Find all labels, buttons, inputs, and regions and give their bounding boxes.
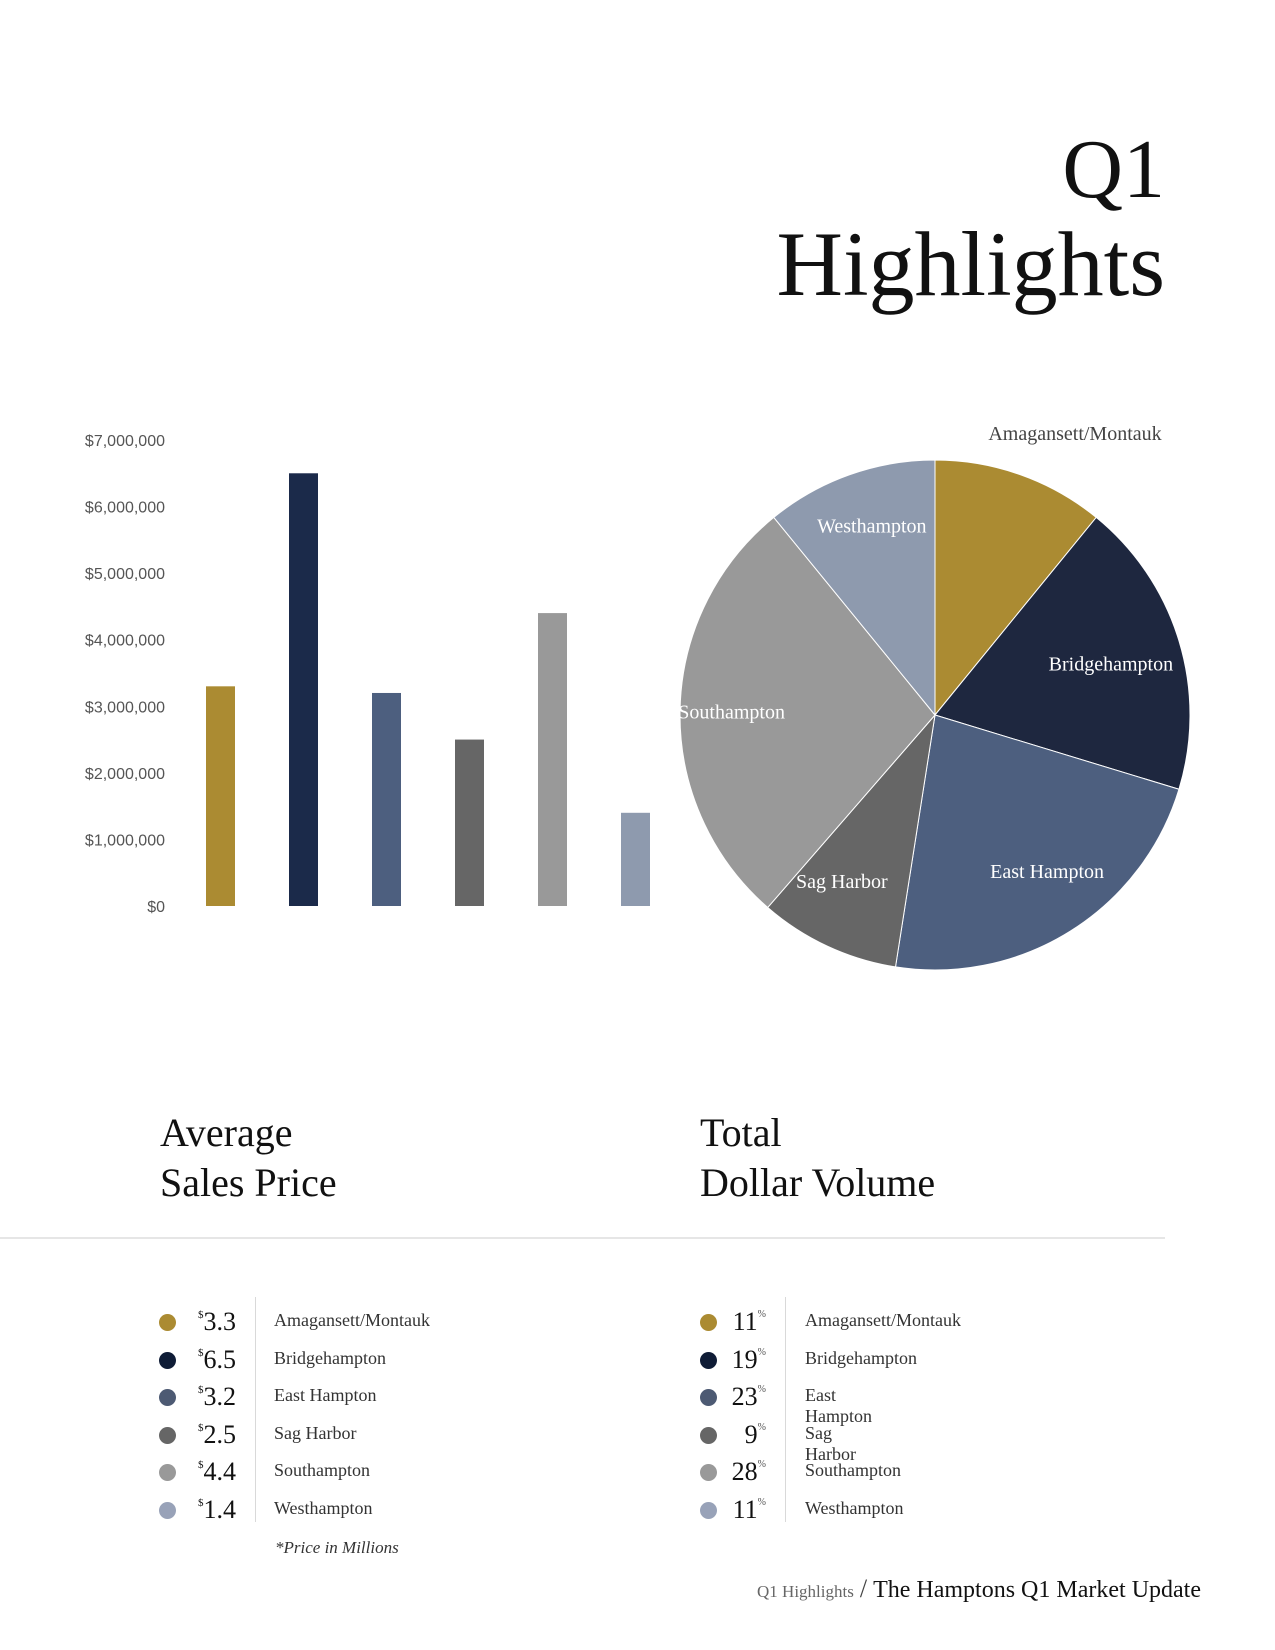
- title-line: Sales Price: [160, 1160, 337, 1205]
- percent-symbol: %: [757, 1496, 766, 1508]
- legend-value: [686, 1420, 766, 1450]
- bar-amagansett-montauk: [206, 686, 235, 906]
- legend-value-number: 4.4: [203, 1457, 236, 1486]
- legend-value-number: 11: [732, 1307, 758, 1336]
- bar-southampton: [538, 613, 567, 906]
- percent-symbol: %: [757, 1346, 766, 1358]
- currency-symbol: $: [198, 1421, 204, 1434]
- legend-value: [686, 1382, 766, 1412]
- y-tick-label: $4,000,000: [84, 632, 165, 650]
- title-line: Total: [700, 1110, 782, 1155]
- percent-symbol: %: [757, 1421, 766, 1433]
- legend-region-name: Amagansett/Montauk: [274, 1310, 430, 1330]
- legend-value-number: 19: [731, 1344, 758, 1374]
- legend-value-number: 2.5: [203, 1419, 236, 1449]
- slice-label-sag-harbor: Sag Harbor: [796, 871, 888, 894]
- footer-separator: /: [859, 1574, 868, 1603]
- legend-row: [0, 1455, 902, 1493]
- average-sales-price-title: [160, 1108, 337, 1208]
- legend-region-name: Westhampton: [274, 1497, 373, 1518]
- percent-symbol: %: [757, 1384, 766, 1395]
- y-tick-label: $7,000,000: [84, 433, 165, 450]
- legend-value-number: 23: [731, 1382, 758, 1411]
- y-tick-label: $5,000,000: [84, 566, 165, 584]
- legend-value-number: 9: [744, 1419, 758, 1449]
- currency-symbol: $: [198, 1309, 204, 1321]
- percent-symbol: %: [757, 1309, 766, 1320]
- currency-symbol: $: [198, 1346, 204, 1359]
- y-tick-label: $1,000,000: [84, 832, 165, 850]
- legend-value-number: 28: [731, 1457, 758, 1486]
- footer-publication-title: The Hamptons Q1 Market Update: [873, 1577, 1201, 1603]
- average-sales-price-bar-chart: [0, 420, 660, 940]
- legend-value-number: 1.4: [203, 1494, 236, 1524]
- legend-value: [686, 1457, 766, 1487]
- currency-symbol: $: [198, 1459, 204, 1471]
- bar-westhampton: [621, 813, 650, 906]
- legend-region-name: Southampton: [805, 1460, 902, 1480]
- legend-value: [686, 1345, 766, 1375]
- price-note: *Price in Millions: [275, 1538, 399, 1557]
- legend-value-number: 3.3: [203, 1307, 236, 1336]
- legend-region-name: Bridgehampton: [274, 1347, 386, 1368]
- percent-symbol: %: [757, 1459, 766, 1470]
- slice-label-southampton: Southampton: [678, 701, 785, 724]
- title-line: Average: [160, 1110, 293, 1155]
- legend-region-name: East Hampton: [274, 1385, 377, 1405]
- legend-region-name: Bridgehampton: [805, 1347, 917, 1368]
- slice-label-east-hampton: East Hampton: [990, 860, 1105, 883]
- heading-highlights: Highlights: [776, 213, 1165, 315]
- legend-row: [0, 1305, 961, 1343]
- legend-row: [0, 1380, 872, 1426]
- y-tick-label: $0: [147, 899, 165, 916]
- legend-region-name: Amagansett/Montauk: [805, 1310, 961, 1330]
- bar-east-hampton: [372, 693, 401, 906]
- legend-value: [686, 1495, 766, 1525]
- slice-label-amagansett-montauk: Amagansett/Montauk: [988, 423, 1162, 445]
- legend-value-number: 3.2: [203, 1382, 236, 1411]
- bar-bridgehampton: [289, 473, 318, 906]
- legend-region-name: Sag Harbor: [274, 1422, 357, 1443]
- legend-region-name: Sag Harbor: [805, 1422, 856, 1464]
- total-dollar-volume-legend: [0, 1305, 961, 1530]
- currency-symbol: $: [198, 1384, 204, 1396]
- legend-value-number: 11: [732, 1494, 758, 1524]
- legend-region-name: Westhampton: [805, 1497, 904, 1518]
- legend-value: [686, 1307, 766, 1337]
- slice-label-westhampton: Westhampton: [817, 515, 927, 538]
- slice-label-bridgehampton: Bridgehampton: [1048, 653, 1174, 676]
- legend-divider-line: [785, 1297, 786, 1522]
- total-dollar-volume-title: [700, 1108, 935, 1208]
- currency-symbol: $: [198, 1496, 204, 1509]
- footer-section-label: Q1 Highlights: [757, 1582, 854, 1601]
- heading-quarter: Q1: [1062, 123, 1165, 216]
- y-tick-label: $6,000,000: [84, 499, 165, 517]
- legend-region-name: East Hampton: [805, 1385, 872, 1426]
- legend-row: [0, 1343, 917, 1381]
- total-dollar-volume-pie-chart: [660, 420, 1200, 980]
- title-line: Dollar Volume: [700, 1160, 936, 1205]
- page-heading: [776, 123, 1165, 315]
- y-tick-label: $2,000,000: [84, 765, 165, 783]
- page-footer: [757, 1574, 1201, 1604]
- legend-row: [0, 1418, 856, 1464]
- legend-row: [0, 1493, 904, 1531]
- bar-sag-harbor: [455, 740, 484, 906]
- y-tick-label: $3,000,000: [84, 699, 165, 717]
- section-divider: [0, 1237, 1165, 1239]
- legend-region-name: Southampton: [274, 1460, 371, 1480]
- legend-value-number: 6.5: [203, 1344, 236, 1374]
